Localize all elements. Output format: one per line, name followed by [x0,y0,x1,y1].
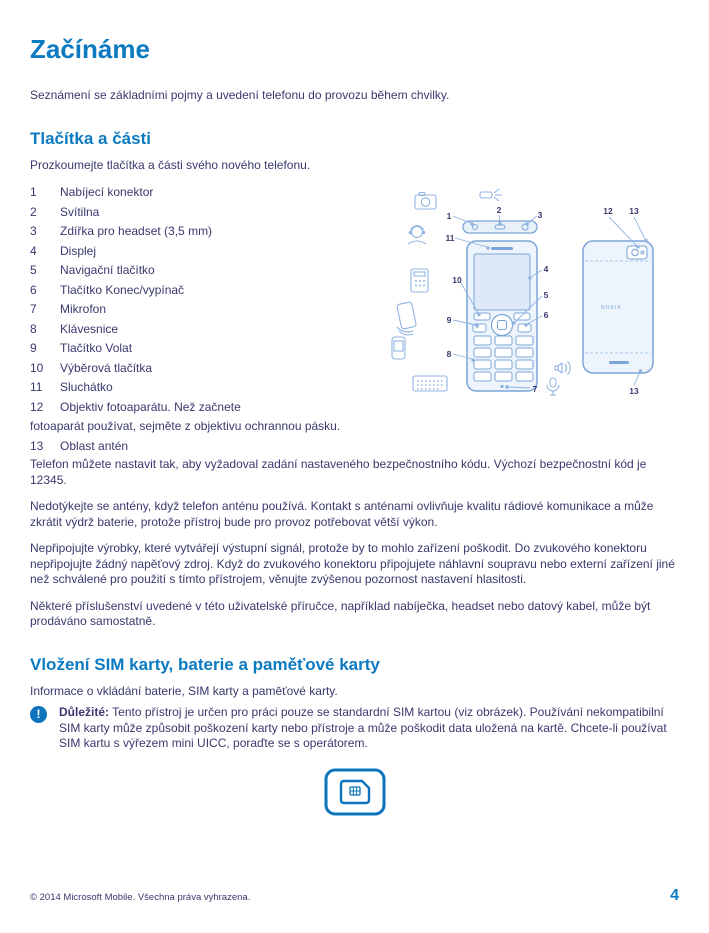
list-item [30,263,402,279]
list-item-label: Objektiv fotoaparátu. Než začnete [60,399,241,414]
list-item-number: 4 [30,243,37,258]
parts-list [30,185,402,454]
phone-front-view [467,241,537,391]
callout-number-13-top: 13 [629,206,639,216]
list-item [30,302,402,318]
list-item [30,322,402,338]
section-heading-sim: Vložení SIM karty, baterie a paměťové karty [30,654,380,674]
section-intro-sim: Informace o vkládání baterie, SIM karty a paměťové karty. [30,683,338,698]
list-item-number: 12 [30,399,44,414]
calculator-doodle-icon [411,269,428,292]
list-item-number: 6 [30,282,37,297]
list-item [30,439,402,455]
list-item-label: Tlačítko Konec/vypínač [60,282,185,297]
list-item-number: 10 [30,360,44,375]
list-item [30,185,402,201]
important-label: Důležité: [59,705,110,719]
speaker-doodle-icon [555,362,570,375]
important-note [30,705,679,752]
list-item-label: Mikrofon [60,302,107,316]
paragraph-audio-connector: Nepřipojujte výrobky, které vytvářejí výstupní signál, protože by to mohlo zařízení poškodit. Do zvukového konektoru nepřipojujte žádný napěťový zdroj. Když do zvukového konektoru připojujete náhlavní soupravu nebo externí zařízení jiné než schválené pro použití s tímto přístrojem, věnujte zvýšenou pozornost nastavení hlasitosti. [30,541,675,586]
phone-doodle-icon [392,337,405,359]
paragraph-accessories: Některé příslušenství uvedené v této uživatelské příručce, například nabíječka, headset nebo datový kabel, může být prodáváno samostatně. [30,598,651,628]
list-item-number: 5 [30,263,37,277]
callout-number-10: 10 [452,275,462,285]
callout-number-2: 2 [496,205,502,215]
callout-number-8: 8 [446,349,452,359]
paragraph-antenna: Nedotýkejte se antény, když telefon anténu používá. Kontakt s anténami ovlivňuje kvalitu rádiové komunikace a může zkrátit výdrž baterie, protože přístroj bude pro provoz potřebovat větší výkon. [30,499,654,529]
list-item-label: Klávesnice [60,321,119,336]
phone-diagram [387,185,679,407]
list-item-label: Zdířka pro headset (3,5 mm) [60,224,213,238]
list-item-label: Displej [60,243,97,258]
phone-back-view [583,241,653,373]
sim-card-figure [30,768,679,816]
callout-number-7: 7 [532,384,538,394]
camera-doodle-icon [415,193,436,210]
callout-number-4: 4 [543,264,549,274]
list-item-number: 7 [30,302,37,316]
list-item [30,400,402,416]
callout-number-13-bottom: 13 [629,386,639,396]
sim-card-icon [324,768,386,816]
callout-number-1: 1 [446,211,452,221]
list-item-number: 11 [30,380,43,394]
callout-number-3: 3 [537,210,543,220]
parts-and-diagram [30,185,679,457]
list-item-label: Navigační tlačítko [60,263,155,277]
callout-number-6: 6 [543,310,549,320]
flashlight-doodle-icon [480,189,502,201]
list-item [30,361,402,377]
back-cover-brand-label: NOKIA [601,305,622,311]
section-intro-buttons-parts: Prozkoumejte tlačítka a části svého nového telefonu. [30,157,311,172]
page-number: 4 [670,886,679,904]
list-item-number: 3 [30,224,37,238]
list-item-number: 2 [30,204,37,219]
section-heading-buttons-parts: Tlačítka a části [30,128,151,148]
list-item-continuation: fotoaparát používat, sejměte z objektivu ochrannou pásku. [30,419,341,433]
list-item-number: 8 [30,321,37,336]
callout-number-12: 12 [603,206,613,216]
list-item [30,380,402,396]
list-item [30,205,402,221]
phone-diagram-svg [387,185,679,407]
list-item-label: Svítilna [60,204,100,219]
list-item-label: Sluchátko [60,380,113,394]
callout-number-11: 11 [445,233,455,243]
list-item [30,244,402,260]
keyboard-doodle-icon [413,376,447,391]
list-item-number: 9 [30,341,37,355]
page-title: Začínáme [30,34,150,64]
callout-number-5: 5 [543,290,549,300]
important-text: Důležité: Tento přístroj je určen pro práci pouze se standardní SIM kartou (viz obrázek). Používání nekompatibilní SIM karty může způsobit poškození karty nebo přístroje a může poškodit data uložená na kartě. Chcete-li používat SIM kartu s výřezem mini UICC, poraďte se s operátorem. [59,705,667,750]
list-item [30,341,402,357]
callout-number-9: 9 [446,315,452,325]
list-item-number: 13 [30,438,44,453]
list-item-number: 1 [30,185,37,199]
list-item-label: Tlačítko Volat [60,341,133,355]
list-item [30,224,402,240]
paragraph-security-code: Telefon můžete nastavit tak, aby vyžadoval zadání nastaveného bezpečnostního kódu. Výchozí bezpečnostní kód je 12345. [30,457,647,487]
list-item-label: Výběrová tlačítka [60,360,153,375]
microphone-doodle-icon [547,378,559,395]
list-item-label: Oblast antén [60,438,129,453]
list-item [30,283,402,299]
hand-phone-doodle-icon [397,302,417,335]
important-icon: ! [30,706,47,723]
page-intro: Seznámení se základními pojmy a uvedení telefonu do provozu během chvilky. [30,88,450,102]
copyright-text: © 2014 Microsoft Mobile. Všechna práva vyhrazena. [30,891,251,903]
headphones-person-doodle-icon [408,226,426,244]
page-footer [30,888,679,906]
list-item-label: Nabíjecí konektor [60,185,154,199]
